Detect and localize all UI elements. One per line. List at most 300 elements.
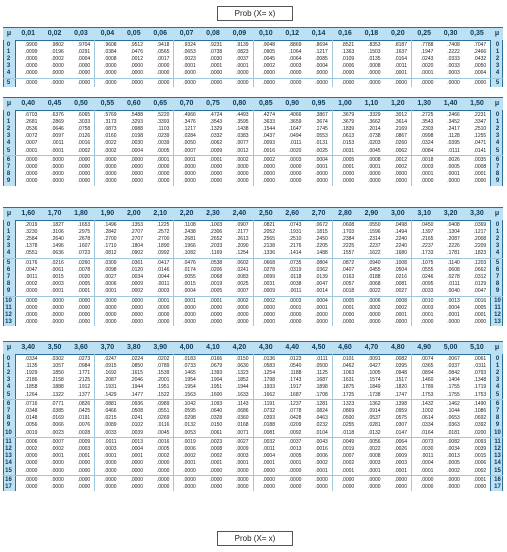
probability-cell: .0646 [51, 126, 64, 133]
probability-cell: .0000 [447, 484, 460, 491]
probability-cell: .0000 [209, 467, 223, 474]
x-value: 16 [5, 477, 12, 484]
probability-cell: .0260 [77, 260, 91, 266]
probability-cell: .1852 [236, 377, 249, 384]
x-value: 7 [495, 164, 500, 171]
probability-cell: .0000 [51, 477, 64, 484]
probability-cell: .1815 [315, 229, 328, 236]
probability-cell: .0002 [341, 460, 355, 467]
probability-cell: .0471 [473, 140, 487, 147]
probability-cell: .1607 [77, 243, 91, 250]
probability-cell: .0000 [236, 467, 249, 474]
probability-cell: .0111 [316, 356, 328, 362]
probability-cell: .0004 [130, 147, 143, 154]
x-value: 10 [5, 298, 12, 304]
probability-cell: .2237 [420, 243, 434, 250]
mu-symbol-right: μ [494, 344, 500, 351]
probability-cell: .1264 [24, 391, 38, 398]
probability-cell: .0984 [77, 363, 91, 370]
probability-cell: .0102 [130, 422, 143, 429]
probability-cell: .0016 [315, 446, 328, 453]
probability-cell: .0202 [156, 356, 170, 362]
probability-cell: .0000 [368, 484, 381, 491]
probability-cell: .1798 [262, 377, 275, 384]
probability-cell: .0146 [156, 267, 170, 274]
probability-cell: .0028 [77, 429, 91, 436]
probability-cell: .0319 [288, 267, 302, 274]
probability-cell: .2438 [183, 229, 196, 236]
probability-cell: .0009 [394, 453, 407, 460]
probability-cell: .0383 [236, 133, 249, 140]
probability-cell: .0332 [209, 133, 223, 140]
probability-cell: .0312 [473, 274, 487, 281]
probability-cell: .0000 [24, 298, 38, 304]
probability-cell: .0025 [315, 147, 328, 154]
probability-cell: .1057 [51, 363, 64, 370]
probability-cell: .2138 [262, 243, 275, 250]
probability-cell: .1743 [288, 377, 302, 384]
probability-cell: .0056 [24, 422, 38, 429]
probability-cell: .0007 [51, 439, 64, 446]
probability-cell: .0081 [262, 429, 275, 436]
mu-header-cell: 0,90 [285, 100, 299, 107]
probability-cell: .1647 [288, 126, 302, 133]
x-value: 0 [495, 112, 500, 118]
probability-cell: .1633 [236, 391, 249, 398]
probability-cell: .0023 [51, 429, 64, 436]
probability-cell: .0000 [288, 484, 302, 491]
x-value: 7 [6, 408, 11, 415]
probability-cell: .0000 [288, 312, 302, 319]
probability-cell: .0001 [341, 467, 355, 474]
x-value: 7 [6, 274, 11, 281]
probability-cell: .0408 [447, 222, 460, 228]
probability-cell: .0091 [368, 356, 381, 362]
probability-cell: .2678 [77, 236, 91, 243]
probability-cell: .0135 [368, 56, 381, 63]
probability-cell: .1687 [315, 377, 328, 384]
probability-cell: .0000 [473, 319, 487, 326]
probability-cell: .0384 [104, 49, 117, 56]
probability-cell: .0551 [156, 408, 170, 415]
probability-cell: .1042 [183, 401, 196, 408]
probability-cell: .0850 [130, 363, 143, 370]
probability-cell: .0000 [130, 298, 143, 304]
probability-cell: .0004 [473, 70, 487, 77]
probability-cell: .2033 [209, 243, 223, 250]
x-value: 6 [6, 401, 11, 408]
probability-cell: .0823 [236, 49, 249, 56]
probability-cell: .1217 [473, 229, 487, 236]
probability-cell: .2240 [394, 243, 407, 250]
mu-header-cell: 0,05 [126, 30, 141, 37]
probability-cell: .2707 [130, 229, 143, 236]
probability-cell: .0198 [130, 133, 143, 140]
probability-cell: .0000 [51, 80, 64, 86]
probability-cell: .0537 [368, 415, 381, 422]
probability-cell: .0045 [262, 56, 275, 63]
probability-cell: .0015 [51, 274, 64, 281]
probability-cell: .0309 [104, 260, 117, 266]
probability-cell: .9512 [130, 42, 143, 48]
probability-cell: .0000 [394, 178, 407, 185]
probability-cell: .0005 [473, 305, 487, 312]
x-value: 8 [6, 171, 11, 178]
probability-cell: .0116 [157, 422, 170, 429]
probability-cell: .1680 [394, 250, 407, 257]
mu-header-cell: 2,00 [126, 210, 141, 217]
x-value: 5 [6, 80, 11, 86]
probability-cell: .1225 [156, 222, 170, 228]
probability-cell: .0043 [315, 439, 328, 446]
probability-cell: .0000 [104, 178, 117, 185]
probability-cell: .0000 [183, 312, 196, 319]
x-value: 10 [5, 429, 12, 436]
probability-cell: .0959 [394, 408, 407, 415]
probability-cell: .0000 [262, 484, 275, 491]
probability-cell: .0000 [236, 178, 249, 185]
x-value: 8 [495, 171, 500, 178]
probability-cell: .1944 [236, 384, 249, 391]
probability-cell: .0000 [24, 467, 38, 474]
probability-cell: .1755 [447, 391, 460, 398]
probability-cell: .0053 [183, 429, 196, 436]
probability-cell: .1103 [157, 126, 170, 133]
probability-cell: .0743 [288, 222, 302, 228]
probability-cell: .0126 [77, 133, 91, 140]
mu-header-cell: 3,20 [443, 210, 458, 217]
probability-cell: .3393 [156, 119, 170, 126]
probability-cell: .2052 [262, 229, 275, 236]
probability-cell: .0602 [236, 260, 249, 266]
x-value: 6 [6, 267, 11, 274]
probability-cell: .0000 [77, 298, 91, 304]
probability-cell: .0016 [77, 140, 91, 147]
probability-cell: .1143 [236, 401, 249, 408]
probability-cell: .0395 [394, 363, 407, 370]
probability-cell: .0001 [51, 147, 64, 154]
probability-cell: .0428 [288, 415, 302, 422]
mu-header-cell: 0,35 [470, 30, 484, 37]
probability-cell: .0000 [420, 319, 434, 326]
x-value: 5 [6, 260, 11, 266]
probability-cell: .3106 [51, 229, 64, 236]
probability-cell: .0000 [77, 305, 91, 312]
probability-cell: .0000 [236, 70, 249, 77]
probability-cell: .0176 [24, 260, 38, 266]
mu-header-cell: 2,20 [179, 210, 194, 217]
probability-cell: .0000 [156, 467, 170, 474]
probability-cell: .6703 [24, 112, 38, 118]
probability-cell: .0002 [51, 446, 64, 453]
x-value: 5 [495, 391, 500, 398]
probability-cell: .1336 [262, 250, 275, 257]
probability-cell: .0017 [156, 56, 170, 63]
probability-cell: .0000 [77, 164, 91, 171]
probability-cell: .3679 [341, 119, 355, 126]
probability-cell: .1429 [104, 391, 117, 398]
probability-cell: .0169 [51, 415, 64, 422]
probability-cell: .0804 [315, 260, 328, 266]
probability-cell: .0427 [368, 363, 381, 370]
probability-cell: .2510 [473, 126, 487, 133]
probability-cell: .0000 [130, 460, 143, 467]
probability-cell: .2303 [420, 126, 434, 133]
probability-cell: .1544 [262, 126, 275, 133]
x-value: 4 [495, 250, 500, 257]
probability-cell: .0002 [262, 63, 275, 70]
probability-cell: .0000 [236, 171, 249, 178]
probability-cell: .0291 [77, 49, 91, 56]
probability-cell: .1912 [77, 384, 91, 391]
probability-cell: .0062 [394, 147, 407, 154]
x-value: 3 [6, 133, 11, 140]
probability-cell: .0188 [262, 422, 275, 429]
probability-cell: .1615 [130, 370, 143, 377]
probability-cell: .0000 [420, 178, 434, 185]
probability-cell: .1898 [315, 384, 328, 391]
probability-cell: .0716 [24, 401, 38, 408]
probability-cell: .7788 [420, 42, 434, 48]
probability-cell: .2681 [183, 236, 196, 243]
probability-cell: .0002 [77, 147, 91, 154]
probability-cell: .0003 [420, 305, 434, 312]
probability-cell: .0118 [289, 274, 302, 281]
probability-cell: .0000 [77, 319, 91, 326]
mu-header-cell: 1,00 [338, 100, 352, 107]
mu-header-cell: 2,50 [258, 210, 273, 217]
probability-cell: .0150 [236, 356, 249, 362]
x-value: 9 [495, 178, 500, 185]
probability-cell: .1191 [262, 401, 275, 408]
probability-cell: .1363 [341, 49, 355, 56]
probability-cell: .0334 [420, 422, 434, 429]
mu-header-cell: 4,20 [232, 344, 247, 351]
probability-cell: .1086 [473, 408, 487, 415]
probability-cell: .0005 [156, 446, 170, 453]
probability-cell: .0005 [341, 298, 355, 304]
probability-cell: .3543 [209, 119, 223, 126]
probability-cell: .5220 [156, 112, 170, 118]
probability-cell: .8694 [315, 42, 328, 48]
probability-cell: .0000 [77, 157, 91, 164]
probability-cell: .0758 [77, 126, 91, 133]
probability-cell: .0614 [420, 415, 434, 422]
probability-cell: .0000 [368, 70, 381, 77]
probability-cell: .0023 [209, 439, 223, 446]
mu-header-cell: 0,80 [232, 100, 247, 107]
probability-cell: .0002 [183, 453, 196, 460]
probability-cell: .0153 [341, 140, 355, 147]
mu-header-cell: 3,10 [417, 210, 431, 217]
probability-cell: .0000 [473, 178, 487, 185]
probability-cell: .2314 [368, 236, 381, 243]
probability-cell: .0000 [209, 312, 223, 319]
probability-cell: .9608 [104, 42, 117, 48]
probability-cell: .0000 [209, 164, 223, 171]
x-value: 3 [6, 243, 11, 250]
mu-header-row [3, 207, 503, 221]
probability-cell: .1904 [209, 377, 223, 384]
x-value: 5 [495, 80, 500, 86]
probability-cell: .0008 [368, 453, 381, 460]
mu-header-cell: 4,00 [179, 344, 194, 351]
probability-cell: .0608 [341, 222, 355, 228]
probability-cell: .2165 [420, 236, 434, 243]
probability-cell: .0007 [341, 453, 355, 460]
probability-cell: .1329 [209, 126, 223, 133]
probability-cell: .0022 [104, 140, 117, 147]
probability-cell: .1362 [368, 401, 381, 408]
probability-cell: .0640 [209, 408, 223, 415]
x-value: 16 [494, 477, 501, 484]
probability-cell: .7047 [473, 42, 487, 48]
probability-cell: .0015 [473, 453, 487, 460]
probability-cell: .0450 [420, 222, 434, 228]
probability-cell: .0000 [262, 164, 275, 171]
probability-cell: .1064 [288, 49, 302, 56]
probability-cell: .0000 [288, 477, 302, 484]
mu-header-cell: 0,01 [21, 30, 35, 37]
probability-cell: .0009 [130, 281, 143, 288]
mu-header-cell: 0,50 [74, 100, 88, 107]
probability-cell: .0019 [24, 429, 38, 436]
probability-cell: .0000 [77, 312, 91, 319]
probability-cell: .0653 [447, 415, 460, 422]
probability-cell: .0038 [288, 281, 302, 288]
probability-cell: .0000 [24, 319, 38, 326]
probability-cell: .0000 [341, 319, 355, 326]
probability-cell: .0111 [448, 281, 460, 288]
probability-cell: .0104 [315, 429, 328, 436]
probability-cell: .0005 [209, 288, 223, 295]
probability-cell: .0348 [24, 408, 38, 415]
probability-cell: .3329 [368, 112, 381, 118]
probability-cell: .0437 [262, 133, 275, 140]
probability-cell: .0000 [473, 484, 487, 491]
probability-cell: .0033 [104, 429, 117, 436]
mu-header-cell: 1,70 [47, 210, 62, 217]
probability-cell: .1254 [236, 250, 249, 257]
probability-cell: .0003 [236, 453, 249, 460]
probability-cell: .0636 [51, 250, 64, 257]
probability-cell: .0000 [447, 80, 460, 86]
x-value: 3 [495, 377, 500, 384]
probability-cell: .0000 [368, 477, 381, 484]
probability-cell: .0002 [24, 446, 38, 453]
probability-cell: .1188 [289, 370, 302, 377]
x-value: 1 [495, 363, 500, 370]
probability-cell: .1353 [130, 222, 143, 228]
probability-cell: .0001 [420, 312, 434, 319]
probability-cell: .3012 [394, 112, 407, 118]
probability-cell: .9324 [183, 42, 196, 48]
probability-cell: .0020 [420, 63, 434, 70]
probability-cell: .2681 [24, 119, 38, 126]
probability-cell: .1432 [420, 401, 434, 408]
probability-cell: .0466 [104, 408, 117, 415]
probability-cell: .1128 [447, 133, 460, 140]
prob-label-top: Prob (X= x) [217, 6, 293, 21]
probability-cell: .0011 [104, 439, 117, 446]
probability-cell: .0083 [236, 274, 249, 281]
probability-cell: .0000 [262, 305, 275, 312]
probability-cell: .0000 [236, 312, 249, 319]
mu-symbol: μ [6, 30, 12, 37]
probability-cell: .0003 [288, 63, 302, 70]
probability-cell: .0000 [156, 460, 170, 467]
probability-cell: .1005 [368, 370, 381, 377]
probability-cell: .2209 [473, 243, 487, 250]
probability-cell: .2417 [447, 126, 460, 133]
probability-cell: .0000 [368, 80, 381, 86]
probability-cell: .0608 [447, 267, 460, 274]
probability-cell: .0136 [262, 356, 275, 362]
probability-cell: .0008 [368, 157, 381, 164]
probability-cell: .0098 [104, 267, 117, 274]
mu-header-cell: 4,70 [364, 344, 379, 351]
probability-cell: .4724 [209, 112, 223, 118]
probability-cell: .2584 [24, 236, 38, 243]
probability-cell: .0498 [394, 222, 407, 228]
x-value: 6 [495, 267, 500, 274]
probability-cell: .0000 [236, 305, 249, 312]
probability-cell: .1503 [368, 49, 381, 56]
probability-cell: .0000 [209, 305, 223, 312]
x-value: 14 [5, 460, 12, 467]
probability-cell: .0039 [473, 446, 487, 453]
probability-cell: .0732 [262, 408, 275, 415]
probability-cell: .0001 [183, 157, 196, 164]
probability-cell: .2237 [368, 243, 381, 250]
probability-cell: .0003 [394, 460, 407, 467]
probability-cell: .0001 [236, 63, 249, 70]
probability-cell: .0007 [24, 140, 38, 147]
x-value: 1 [6, 119, 11, 126]
probability-cell: .1414 [288, 250, 302, 257]
probability-cell: .0150 [209, 422, 223, 429]
probability-cell: .2014 [368, 126, 381, 133]
mu-header-cell: 2,80 [338, 210, 352, 217]
probability-cell: .0476 [130, 49, 143, 56]
probability-cell: .0000 [368, 319, 381, 326]
probability-cell: .0019 [183, 439, 196, 446]
probability-cell: .0555 [420, 267, 434, 274]
probability-cell: .0000 [447, 477, 460, 484]
probability-cell: .0009 [209, 147, 223, 154]
probability-cell: .2842 [104, 229, 117, 236]
probability-cell: .0000 [104, 157, 117, 164]
mu-header-cell: 1,40 [443, 100, 458, 107]
probability-cell: .0004 [130, 446, 143, 453]
probability-cell: .0000 [24, 157, 38, 164]
probability-cell: .0000 [209, 178, 223, 185]
mu-header-cell: 0,95 [311, 100, 326, 107]
probability-cell: .0334 [24, 356, 38, 362]
probability-cell: .1323 [236, 370, 249, 377]
probability-cell: .0008 [368, 63, 381, 70]
probability-cell: .1135 [25, 363, 38, 370]
probability-cell: .0000 [104, 305, 117, 312]
probability-cell: .0002 [473, 467, 487, 474]
probability-cell: .0078 [77, 267, 91, 274]
probability-cell: .2222 [447, 49, 460, 56]
probability-cell: .0269 [156, 415, 170, 422]
probability-cell: .2725 [420, 112, 434, 118]
mu-header-cell: 0,65 [153, 100, 167, 107]
probability-cell: .0000 [315, 80, 328, 86]
probability-cell: .0494 [288, 133, 302, 140]
